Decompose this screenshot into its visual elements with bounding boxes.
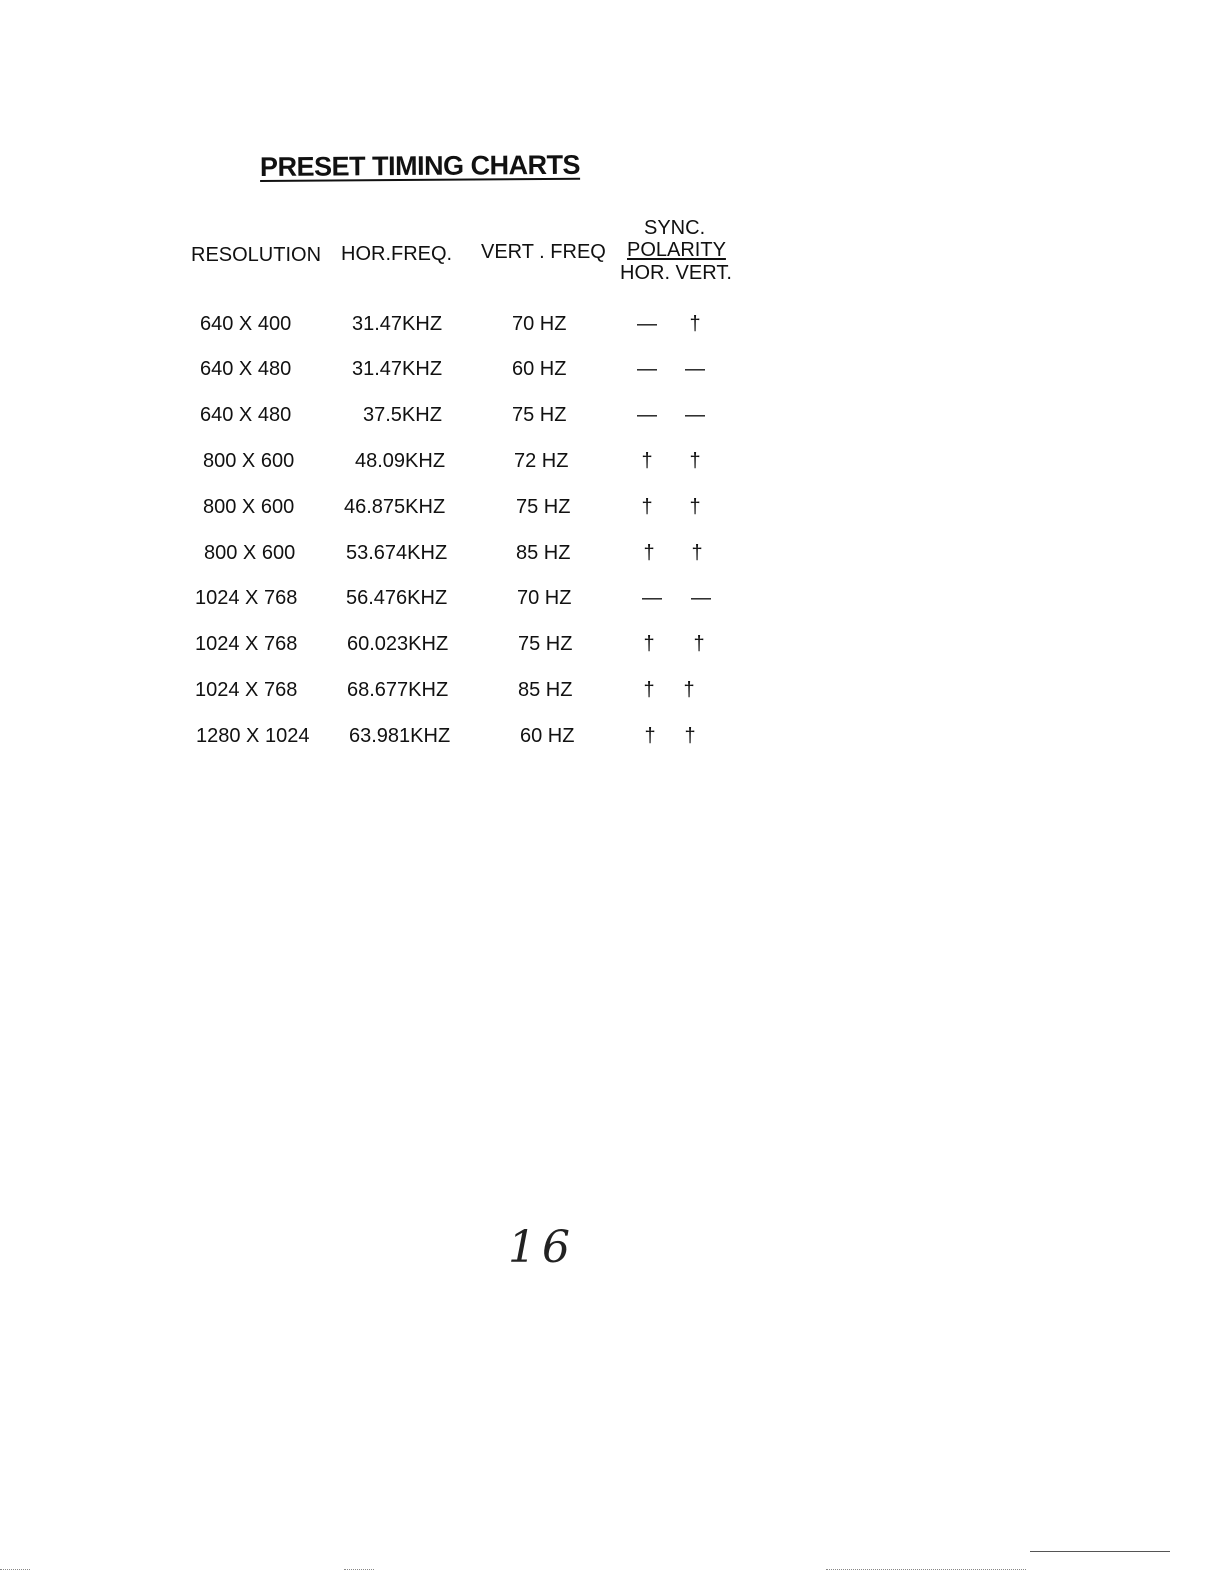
hor-polarity-cell: †	[643, 633, 655, 655]
hor-polarity-cell: †	[641, 450, 653, 472]
hor-freq-cell: 63.981KHZ	[349, 725, 451, 747]
vert-freq-cell: 70 HZ	[512, 313, 567, 335]
scan-artifact-dots	[344, 1569, 374, 1574]
vert-polarity-cell: †	[684, 725, 696, 747]
header-vert-freq: VERT . FREQ	[481, 241, 606, 263]
vert-polarity-cell: †	[683, 679, 695, 701]
vert-polarity-cell: †	[689, 313, 701, 335]
hor-freq-cell: 68.677KHZ	[347, 679, 449, 701]
header-hor-vert: HOR. VERT.	[620, 262, 732, 284]
resolution-cell: 640 X 400	[200, 313, 292, 335]
vert-polarity-cell: —	[685, 404, 705, 426]
scan-artifact-dots	[0, 1569, 30, 1574]
hor-polarity-cell: †	[644, 725, 656, 747]
vert-freq-cell: 75 HZ	[518, 633, 573, 655]
hor-polarity-cell: †	[643, 679, 655, 701]
hor-freq-cell: 37.5KHZ	[363, 404, 442, 426]
resolution-cell: 1024 X 768	[195, 633, 298, 655]
header-polarity: POLARITY	[627, 239, 726, 261]
vert-freq-cell: 75 HZ	[512, 404, 567, 426]
hor-freq-cell: 46.875KHZ	[344, 496, 446, 518]
vert-freq-cell: 75 HZ	[516, 496, 571, 518]
vert-polarity-cell: †	[691, 542, 703, 564]
table-row	[0, 542, 800, 572]
resolution-cell: 800 X 600	[203, 496, 295, 518]
table-row	[0, 358, 800, 388]
hor-polarity-cell: —	[637, 404, 657, 426]
table-row	[0, 496, 800, 526]
vert-freq-cell: 72 HZ	[514, 450, 569, 472]
vert-freq-cell: 60 HZ	[512, 358, 567, 380]
table-row	[0, 587, 800, 617]
hor-polarity-cell: —	[642, 587, 662, 609]
scan-artifact-line	[1030, 1551, 1170, 1552]
vert-polarity-cell: †	[689, 450, 701, 472]
hor-polarity-cell: †	[643, 542, 655, 564]
vert-freq-cell: 85 HZ	[518, 679, 573, 701]
scan-artifact-dots	[826, 1569, 1026, 1574]
table-row	[0, 725, 800, 755]
resolution-cell: 1024 X 768	[195, 679, 298, 701]
vert-freq-cell: 70 HZ	[517, 587, 572, 609]
hor-polarity-cell: †	[641, 496, 653, 518]
header-sync: SYNC.	[644, 217, 706, 239]
table-row	[0, 450, 800, 480]
table-row	[0, 679, 800, 709]
hor-freq-cell: 60.023KHZ	[347, 633, 449, 655]
hor-freq-cell: 53.674KHZ	[346, 542, 448, 564]
header-hor-freq: HOR.FREQ.	[341, 243, 453, 265]
hor-freq-cell: 31.47KHZ	[352, 313, 443, 335]
hor-freq-cell: 48.09KHZ	[355, 450, 446, 472]
resolution-cell: 800 X 600	[204, 542, 296, 564]
vert-polarity-cell: —	[685, 358, 705, 380]
hor-polarity-cell: —	[637, 313, 657, 335]
page-number: 16	[508, 1222, 576, 1273]
resolution-cell: 1280 X 1024	[196, 725, 310, 747]
resolution-cell: 800 X 600	[203, 450, 295, 472]
header-resolution: RESOLUTION	[191, 244, 322, 266]
vert-freq-cell: 85 HZ	[516, 542, 571, 564]
hor-polarity-cell: —	[637, 358, 657, 380]
hor-freq-cell: 31.47KHZ	[352, 358, 443, 380]
vert-polarity-cell: †	[693, 633, 705, 655]
resolution-cell: 1024 X 768	[195, 587, 298, 609]
vert-polarity-cell: †	[689, 496, 701, 518]
table-row	[0, 404, 800, 434]
page-title: PRESET TIMING CHARTS	[259, 149, 581, 182]
vert-polarity-cell: —	[691, 587, 711, 609]
resolution-cell: 640 X 480	[200, 404, 292, 426]
table-row	[0, 633, 800, 663]
table-row	[0, 313, 800, 343]
vert-freq-cell: 60 HZ	[520, 725, 575, 747]
resolution-cell: 640 X 480	[200, 358, 292, 380]
hor-freq-cell: 56.476KHZ	[346, 587, 448, 609]
